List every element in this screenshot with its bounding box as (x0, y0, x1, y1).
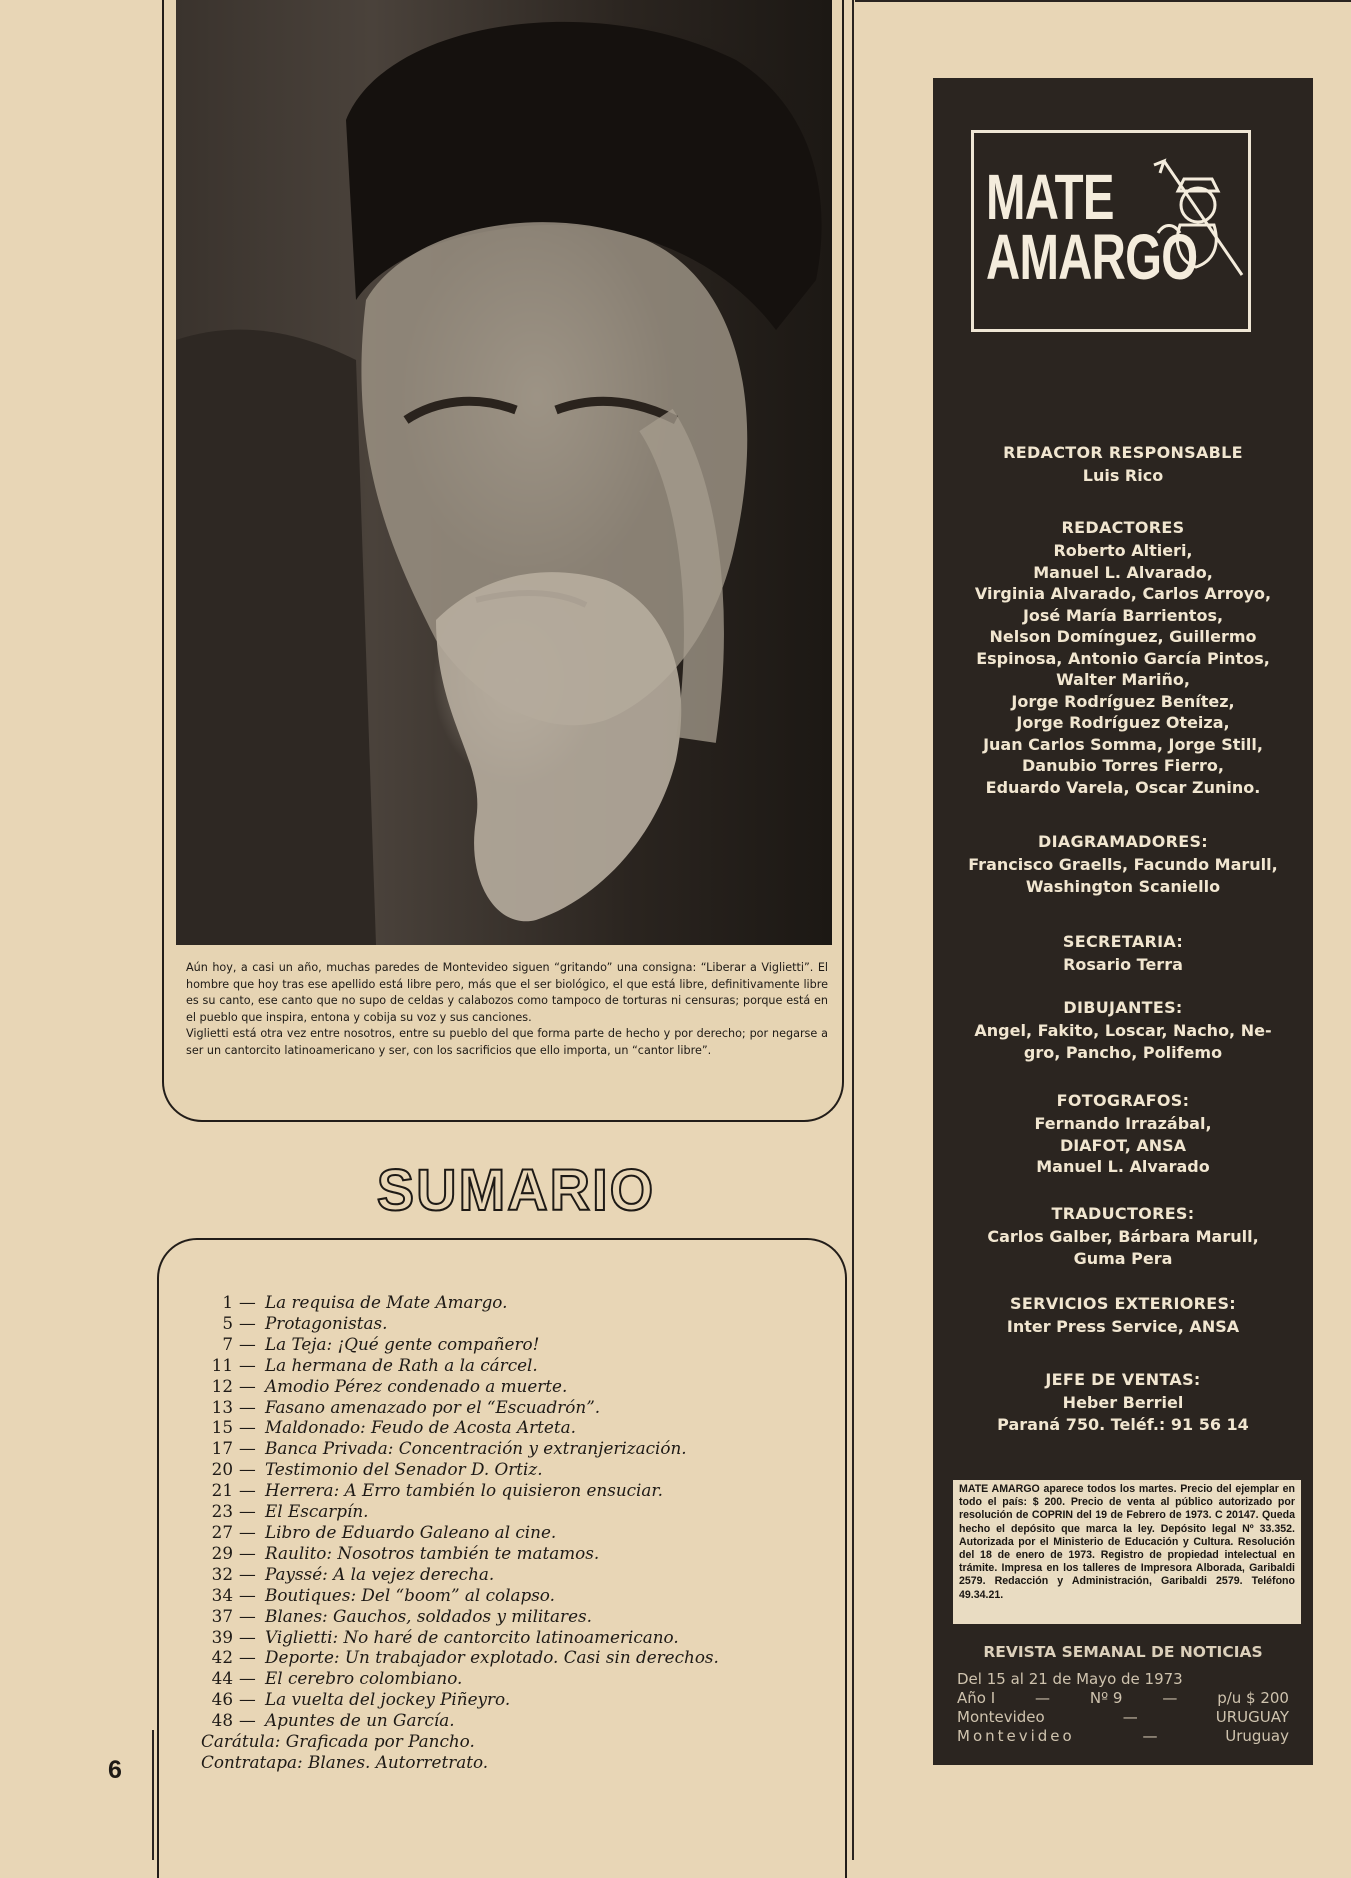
masthead-credit-line: Carlos Galber, Bárbara Marull, (987, 1227, 1259, 1246)
sumario-entry-title: Viglietti: No haré de cantorcito latinoamericano. (265, 1626, 679, 1647)
sumario-entry (201, 1606, 841, 1627)
edition-country: Uruguay (1225, 1727, 1289, 1745)
sumario-entry (201, 1334, 841, 1355)
sumario-dash: — (239, 1563, 256, 1584)
sumario-entry-title: El cerebro colombiano. (265, 1668, 463, 1689)
sumario-entry-title: El Escarpín. (265, 1501, 369, 1522)
sumario-box (157, 1238, 847, 1878)
masthead-credit-line: Washington Scaniello (1025, 876, 1221, 896)
sumario-page-number: 21 (211, 1480, 233, 1501)
sumario-entry (201, 1689, 841, 1710)
sumario-dash: — (239, 1292, 256, 1312)
sumario-entry-title: Maldonado: Feudo de Acosta Arteta. (265, 1417, 576, 1438)
masthead-credit-line: Luis Rico (1082, 466, 1164, 485)
sumario-page-number: 7 (222, 1333, 233, 1354)
masthead-credit-line: Francisco Graells, Facundo Marull, (968, 855, 1278, 874)
sumario-entry-title: La requisa de Mate Amargo. (265, 1292, 508, 1312)
sumario-entry-title: Apuntes de un García. (265, 1710, 455, 1731)
sumario-credit: Contratapa: Blanes. Autorretrato. (201, 1751, 489, 1772)
sumario-page-number: 39 (211, 1626, 233, 1647)
masthead-credit-line: Heber Berriel (1062, 1393, 1184, 1412)
masthead-credit-line: Manuel L. Alvarado, (1033, 562, 1213, 582)
page-number: 6 (108, 1756, 122, 1784)
sumario-entry (201, 1397, 841, 1418)
sumario-entry (201, 1710, 841, 1731)
masthead-credit-line: José María Barrientos, (1022, 605, 1224, 625)
devil-figure-icon (1134, 153, 1246, 283)
sumario-dash: — (239, 1605, 256, 1626)
masthead-section (933, 1091, 1313, 1178)
revista-label: REVISTA SEMANAL DE NOTICIAS (983, 1643, 1263, 1661)
sumario-page-number: 48 (211, 1710, 233, 1731)
masthead-credit-line: Angel, Fakito, Loscar, Nacho, Ne- (974, 1021, 1272, 1040)
masthead-section-head: DIBUJANTES: (1063, 998, 1183, 1017)
sumario-entry (201, 1417, 841, 1438)
edition-place-row-2 (957, 1727, 1289, 1746)
caption-paragraph: Aún hoy, a casi un año, muchas paredes de Montevideo siguen “gritando” una consigna: “Liberar a Viglietti”. El hombre que hoy tras ese apellido está libre pero, más que el ser biológico, el que está libre, definitivamente libre es su canto, ese canto que no supo de celdas y calabozos como tampoco de torturas ni censuras; porque está en el pueblo que inspira, entona y cobija su voz y sus canciones. (186, 961, 828, 1024)
legal-notice: MATE AMARGO aparece todos los martes. Precio del ejemplar en todo el país: $ 200. Precio de venta al público autorizado por resolución de COPRIN del 19 de Febrero de 1973. C 20147. Queda hecho el depósito que marca la ley. Depósito legal Nº 33.352. Autorizada por el Ministerio de Educación y Cultura. Resolución del 18 de enero de 1973. Registro de propiedad intelectual en trámite. Impresa en los talleres de Impresora Alborada, Garibaldi 2579. Redacción y Administración, Garibaldi 2579. Teléfono 49.34.21. (953, 1480, 1301, 1624)
top-rule (855, 0, 1351, 2)
masthead-section (933, 998, 1313, 1063)
sumario-entry (201, 1355, 841, 1376)
sumario-entry (201, 1480, 841, 1501)
sumario-entry (201, 1313, 841, 1334)
sumario-entry (201, 1627, 841, 1648)
masthead-section-head: JEFE DE VENTAS: (1045, 1370, 1201, 1389)
sumario-dash: — (239, 1333, 256, 1354)
sumario-dash: — (239, 1438, 256, 1459)
sumario-entry-title: Boutiques: Del “boom” al colapso. (265, 1584, 555, 1605)
sumario-page-number: 1 (222, 1292, 233, 1312)
masthead-credit-line: Manuel L. Alvarado (1036, 1157, 1210, 1176)
sumario-entry-title: Libro de Eduardo Galeano al cine. (265, 1521, 557, 1542)
masthead-section-head: SECRETARIA: (1062, 932, 1184, 951)
masthead-credit-line: DIAFOT, ANSA (1059, 1135, 1187, 1155)
sumario-entry (201, 1376, 841, 1397)
sumario-entry (201, 1668, 841, 1689)
masthead-credit-line: Nelson Domínguez, Guillermo (989, 627, 1257, 646)
sumario-entry-title: Amodio Pérez condenado a muerte. (265, 1375, 568, 1396)
edition-dash: — (1122, 1708, 1138, 1726)
sumario-entry (201, 1438, 841, 1459)
sumario-entry-title: Herrera: A Erro también lo quisieron ensuciar. (265, 1480, 663, 1501)
center-column-rule (852, 0, 854, 1860)
masthead-section-head: TRADUCTORES: (1051, 1204, 1195, 1223)
sumario-list (201, 1292, 841, 1773)
portrait-illustration (176, 0, 832, 945)
sumario-entry-title: Protagonistas. (265, 1312, 388, 1333)
edition-date: Del 15 al 21 de Mayo de 1973 (957, 1670, 1183, 1688)
sumario-title: SUMARIO (376, 1155, 656, 1223)
photo-box (162, 0, 844, 1122)
sumario-page-number: 29 (211, 1542, 233, 1563)
edition-price: p/u $ 200 (1217, 1689, 1289, 1707)
masthead-credit-line: Walter Mariño, (1056, 670, 1190, 689)
sumario-entry-title: La Teja: ¡Qué gente compañero! (265, 1333, 540, 1354)
sumario-dash: — (239, 1584, 256, 1605)
sumario-dash: — (239, 1542, 256, 1563)
sumario-entry (201, 1647, 841, 1668)
sumario-dash: — (239, 1417, 256, 1438)
masthead-section (933, 932, 1313, 976)
sumario-dash: — (239, 1501, 256, 1522)
sumario-entry (201, 1292, 841, 1313)
sumario-entry-title: Raulito: Nosotros también te matamos. (265, 1542, 600, 1563)
sumario-entry-title: Fasano amenazado por el “Escuadrón”. (265, 1396, 601, 1417)
masthead-credit-line: Fernando Irrazábal, (1034, 1114, 1212, 1133)
masthead-credit-line: Danubio Torres Fierro, (1022, 756, 1224, 775)
edition-dash: — (1162, 1689, 1178, 1707)
sumario-entry (201, 1585, 841, 1606)
sumario-page-number: 44 (211, 1668, 233, 1689)
masthead-section-head: SERVICIOS EXTERIORES: (1010, 1294, 1236, 1313)
masthead-credit-line: Guma Pera (1073, 1248, 1173, 1268)
sumario-page-number: 37 (211, 1605, 233, 1626)
edition-date-row (957, 1670, 1289, 1689)
edition-country: URUGUAY (1215, 1708, 1289, 1726)
sumario-entry-title: Blanes: Gauchos, soldados y militares. (265, 1605, 592, 1626)
masthead-section-head: DIAGRAMADORES: (1037, 832, 1208, 851)
sumario-page-number: 15 (211, 1417, 233, 1438)
sumario-dash: — (239, 1647, 256, 1668)
sumario-dash: — (239, 1626, 256, 1647)
sumario-entry-title: La hermana de Rath a la cárcel. (265, 1354, 538, 1375)
sumario-page-number: 32 (211, 1563, 233, 1584)
logo-line-1: MATE (986, 161, 1114, 233)
sumario-dash: — (239, 1480, 256, 1501)
sumario-page-number: 34 (211, 1584, 233, 1605)
masthead-credit-line: Roberto Altieri, (1053, 541, 1193, 560)
sumario-page-number: 42 (211, 1647, 233, 1668)
edition-dash: — (1142, 1727, 1158, 1745)
sumario-entry-title: Banca Privada: Concentración y extranjerización. (265, 1438, 687, 1459)
masthead (933, 78, 1313, 1765)
masthead-credit-line: Juan Carlos Somma, Jorge Still, (983, 734, 1263, 754)
sumario-dash: — (239, 1375, 256, 1396)
sumario-entry (201, 1459, 841, 1480)
sumario-page-number: 17 (211, 1438, 233, 1459)
sumario-page-number: 13 (211, 1396, 233, 1417)
sumario-dash: — (239, 1312, 256, 1333)
masthead-section-head: REDACTORES (1061, 518, 1185, 537)
left-column-rule (152, 1730, 154, 1860)
sumario-entry (201, 1543, 841, 1564)
sumario-entry (201, 1522, 841, 1543)
logo (971, 130, 1251, 332)
edition-city: Montevideo (957, 1708, 1045, 1726)
sumario-dash: — (239, 1396, 256, 1417)
sumario-dash: — (239, 1710, 256, 1731)
sumario-entry-title: Testimonio del Senador D. Ortiz. (265, 1459, 543, 1480)
edition-city: Montevideo (957, 1727, 1075, 1745)
masthead-section (933, 443, 1313, 487)
masthead-section (933, 832, 1313, 897)
sumario-credit: Carátula: Graficada por Pancho. (201, 1731, 475, 1752)
sumario-dash: — (239, 1459, 256, 1480)
sumario-entry-title: Payssé: A la vejez derecha. (265, 1563, 495, 1584)
sumario-page-number: 20 (211, 1459, 233, 1480)
sumario-page-number: 23 (211, 1501, 233, 1522)
sumario-page-number: 46 (211, 1689, 233, 1710)
masthead-section (933, 1370, 1313, 1435)
sumario-page-number: 12 (211, 1375, 233, 1396)
sumario-entry (201, 1501, 841, 1522)
masthead-credit-line: Espinosa, Antonio García Pintos, (976, 648, 1270, 668)
photo-caption (186, 960, 828, 1060)
caption-paragraph: Viglietti está otra vez entre nosotros, entre su pueblo del que forma parte de hecho y por derecho; por negarse a ser un cantorcito latinoamericano y ser, con los sacrificios que ello importa, un “cantor libre”. (186, 1027, 828, 1057)
sumario-entry (201, 1564, 841, 1585)
edition-dash: — (1035, 1689, 1050, 1707)
sumario-page-number: 11 (211, 1354, 233, 1375)
masthead-credit-line: Eduardo Varela, Oscar Zunino. (985, 777, 1261, 797)
edition-info (957, 1670, 1289, 1746)
sumario-page-number: 27 (211, 1521, 233, 1542)
masthead-section-head: FOTOGRAFOS: (1056, 1091, 1190, 1110)
masthead-section (933, 518, 1313, 798)
sumario-dash: — (239, 1521, 256, 1542)
masthead-section (933, 1204, 1313, 1269)
sumario-dash: — (239, 1668, 256, 1689)
sumario-dash: — (239, 1689, 256, 1710)
sumario-entry-title: Deporte: Un trabajador explotado. Casi sin derechos. (265, 1647, 719, 1668)
sumario-entry-title: La vuelta del jockey Piñeyro. (265, 1689, 511, 1710)
edition-number: Nº 9 (1089, 1689, 1123, 1707)
masthead-credit-line: Jorge Rodríguez Benítez, (1011, 691, 1235, 711)
photo-of-man-hand-on-chin (176, 0, 832, 945)
edition-number-row (957, 1689, 1289, 1708)
edition-year: Año I (957, 1689, 996, 1707)
masthead-credit-line: Inter Press Service, ANSA (1006, 1317, 1240, 1336)
masthead-credit-line: Virginia Alvarado, Carlos Arroyo, (974, 584, 1272, 603)
masthead-section (933, 1294, 1313, 1338)
masthead-section-head: REDACTOR RESPONSABLE (1003, 443, 1243, 462)
masthead-credit-line: gro, Pancho, Polifemo (1023, 1042, 1223, 1062)
sumario-dash: — (239, 1354, 256, 1375)
edition-place-row (957, 1708, 1289, 1727)
logo-line-2: AMARGO (986, 221, 1198, 293)
sumario-page-number: 5 (222, 1312, 233, 1333)
masthead-credit-line: Jorge Rodríguez Oteiza, (1016, 713, 1230, 732)
masthead-credit-line: Paraná 750. Teléf.: 91 56 14 (997, 1414, 1249, 1434)
masthead-credit-line: Rosario Terra (1063, 955, 1183, 974)
